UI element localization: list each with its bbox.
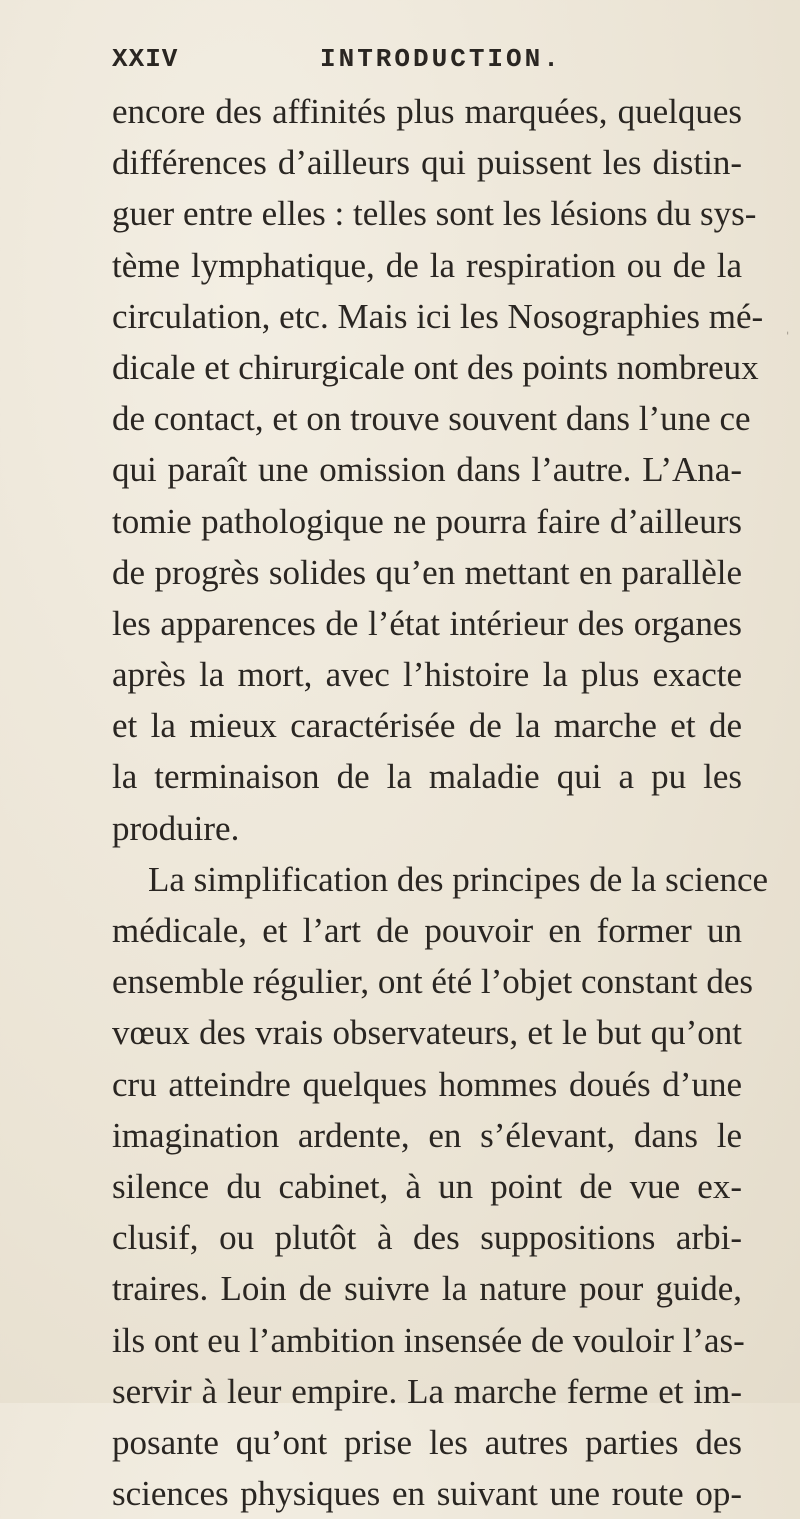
text-line: de progrès solides qu’en mettant en parallèle xyxy=(112,552,742,592)
text-line: guer entre elles : telles sont les lésions du sys- xyxy=(112,194,757,234)
text-line: les apparences de l’état intérieur des organes xyxy=(112,603,742,643)
text-line: ils ont eu l’ambition insensée de vouloir l’as- xyxy=(112,1320,745,1360)
text-line: tomie pathologique ne pourra faire d’ailleurs xyxy=(112,501,742,541)
text-line: tème lymphatique, de la respiration ou de la xyxy=(112,245,742,285)
text-line: silence du cabinet, à un point de vue ex- xyxy=(112,1166,742,1206)
text-line: la terminaison de la maladie qui a pu les xyxy=(112,757,742,797)
text-line: servir à leur empire. La marche ferme et im- xyxy=(112,1371,742,1411)
text-line: circulation, etc. Mais ici les Nosographies mé- xyxy=(112,296,764,336)
text-line: qui paraît une omission dans l’autre. L’Ana- xyxy=(112,450,742,490)
text-line: après la mort, avec l’histoire la plus exacte xyxy=(112,655,742,695)
text-line: posante qu’ont prise les autres parties des xyxy=(112,1422,742,1462)
section-title: INTRODUCTION. xyxy=(320,44,562,74)
paragraph-end-line: produire. xyxy=(112,808,240,848)
text-line: différences d’ailleurs qui puissent les distin- xyxy=(112,143,742,183)
paragraph-start-line: La simplification des principes de la science xyxy=(148,859,769,899)
running-head xyxy=(112,44,712,84)
body-text xyxy=(112,86,769,1519)
text-line: de contact, et on trouve souvent dans l’une ce xyxy=(112,399,751,439)
text-line: cru atteindre quelques hommes doués d’une xyxy=(112,1064,742,1104)
page-number: XXIV xyxy=(112,44,179,74)
text-line: traires. Loin de suivre la nature pour guide, xyxy=(112,1269,742,1309)
text-line: médicale, et l’art de pouvoir en former un xyxy=(112,911,742,950)
text-line: vœux des vrais observateurs, et le but qu’ont xyxy=(112,1013,742,1053)
text-line: dicale et chirurgicale ont des points nombreux xyxy=(112,347,759,387)
text-line: imagination ardente, en s’élevant, dans le xyxy=(112,1115,742,1155)
text-line: et la mieux caractérisée de la marche et de xyxy=(112,706,742,746)
text-line: sciences physiques en suivant une route op- xyxy=(112,1474,742,1514)
text-line: ensemble régulier, ont été l’objet constant des xyxy=(112,962,754,1002)
text-line: clusif, ou plutôt à des suppositions arbi- xyxy=(112,1218,742,1258)
margin-speck: ˈ xyxy=(786,330,790,344)
text-line: encore des affinités plus marquées, quelques xyxy=(112,92,742,131)
